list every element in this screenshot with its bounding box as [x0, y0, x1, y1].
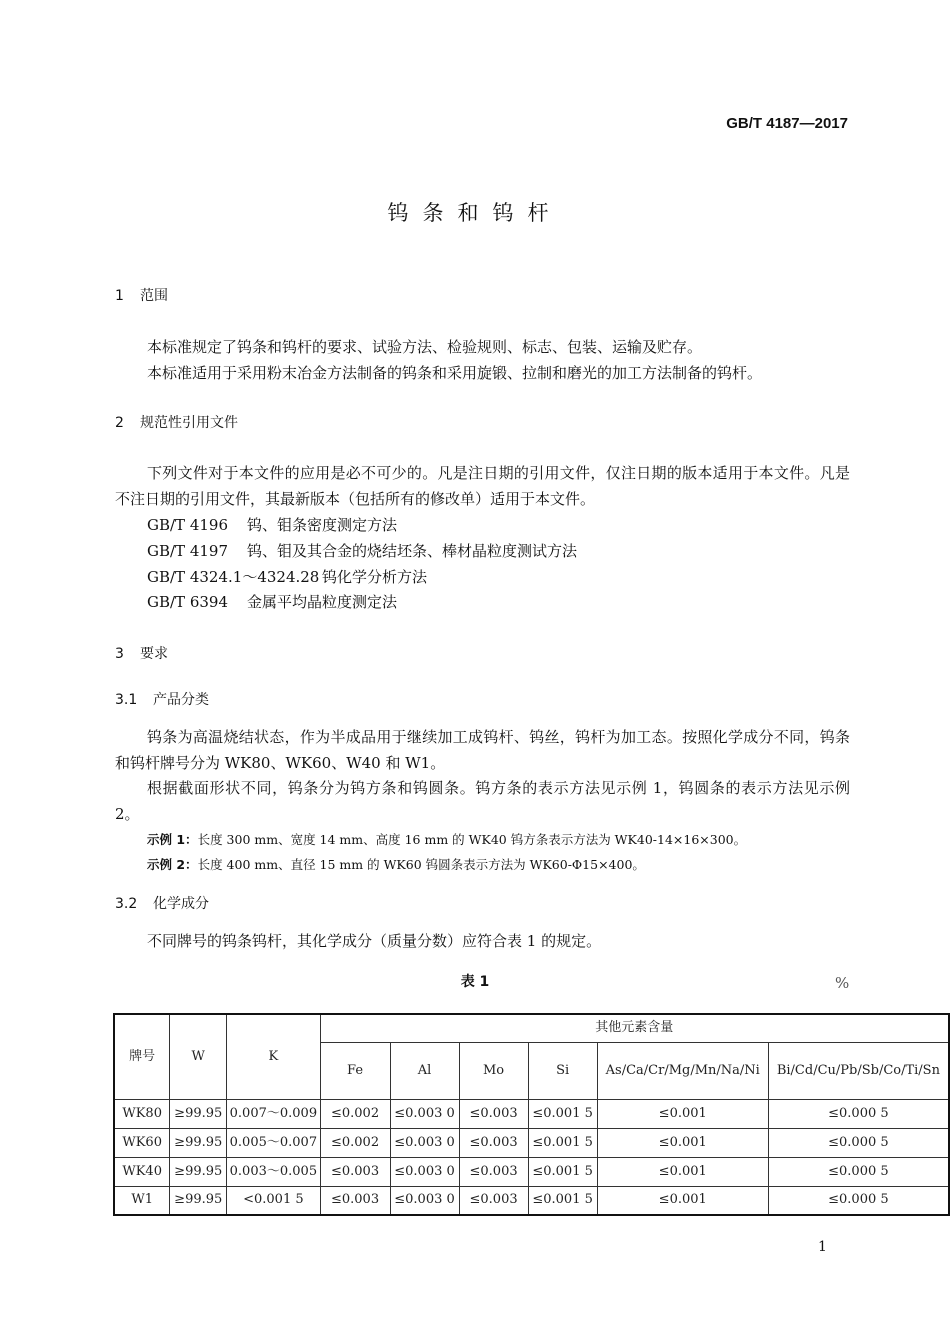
table-cell: ≤0.002 — [320, 1099, 390, 1128]
table-cell: ≥99.95 — [170, 1099, 227, 1128]
table-cell: WK60 — [114, 1128, 170, 1157]
ref-title: 钨、钼及其合金的烧结坯条、棒材晶粒度测试方法 — [247, 542, 578, 560]
ref-code: GB/T 4324.1～4324.28 — [147, 568, 320, 586]
example-label: 示例 2： — [147, 857, 198, 872]
ref-title: 金属平均晶粒度测定法 — [247, 593, 398, 611]
table-cell: ≤0.003 0 — [390, 1128, 459, 1157]
ref-title: 钨、钼条密度测定方法 — [247, 516, 398, 534]
table-cell: WK40 — [114, 1157, 170, 1186]
table-cell: ≤0.001 — [597, 1128, 768, 1157]
header-al: Al — [390, 1042, 459, 1099]
section-title: 产品分类 — [153, 692, 209, 708]
table-cell: ≤0.001 — [597, 1186, 768, 1215]
table-cell: ≤0.000 5 — [768, 1157, 949, 1186]
paragraph: 本标准规定了钨条和钨杆的要求、试验方法、检验规则、标志、包装、运输及贮存。 — [147, 338, 703, 356]
paragraph: 不同牌号的钨条钨杆，其化学成分（质量分数）应符合表 1 的规定。 — [147, 932, 602, 950]
table-row — [114, 1157, 949, 1186]
table-cell: ≥99.95 — [170, 1157, 227, 1186]
table-unit: % — [835, 974, 850, 992]
table-cell: 0.007～0.009 — [227, 1099, 320, 1128]
table-cell: ≤0.003 — [320, 1157, 390, 1186]
table-cell: ≥99.95 — [170, 1186, 227, 1215]
example-1 — [147, 830, 746, 850]
table-cell: ≤0.003 — [459, 1099, 528, 1128]
section-3-2-heading — [115, 894, 209, 914]
section-2-heading — [115, 413, 238, 433]
chemical-composition-table — [113, 1013, 950, 1216]
header-k: K — [227, 1014, 320, 1099]
header-as-group: As/Ca/Cr/Mg/Mn/Na/Ni — [597, 1042, 768, 1099]
table-cell: ≤0.003 — [459, 1157, 528, 1186]
table-cell: ≤0.003 0 — [390, 1157, 459, 1186]
table-cell: ≤0.003 0 — [390, 1099, 459, 1128]
ref-code: GB/T 4197 — [147, 542, 229, 560]
table-cell: 0.003～0.005 — [227, 1157, 320, 1186]
ref-code: GB/T 4196 — [147, 516, 229, 534]
table-cell: ≤0.002 — [320, 1128, 390, 1157]
section-number: 3 — [115, 646, 124, 662]
table-cell: W1 — [114, 1186, 170, 1215]
section-title: 要求 — [140, 646, 168, 662]
table-cell: ≤0.001 5 — [528, 1186, 597, 1215]
table-cell: ≤0.001 5 — [528, 1128, 597, 1157]
paragraph: 钨条为高温烧结状态，作为半成品用于继续加工成钨杆、钨丝，钨杆为加工态。按照化学成分不同，钨条和钨杆牌号分为 WK80、WK60、W40 和 W1。 — [115, 728, 850, 772]
table-cell: ≤0.001 5 — [528, 1099, 597, 1128]
header-other-elements: 其他元素含量 — [320, 1014, 949, 1042]
reference-item — [147, 567, 427, 587]
section-number: 2 — [115, 415, 124, 431]
section-title: 范围 — [140, 288, 168, 304]
table-cell: ≤0.003 — [459, 1128, 528, 1157]
header-si: Si — [528, 1042, 597, 1099]
table-cell: ≤0.003 — [459, 1186, 528, 1215]
section-title: 化学成分 — [153, 896, 209, 912]
table-caption: 表 1 — [460, 974, 490, 990]
reference-item — [147, 541, 577, 561]
header-grade: 牌号 — [114, 1014, 170, 1099]
section-title: 规范性引用文件 — [140, 415, 238, 431]
table-cell: WK80 — [114, 1099, 170, 1128]
ref-code: GB/T 6394 — [147, 593, 229, 611]
table-row — [114, 1128, 949, 1157]
paragraph: 下列文件对于本文件的应用是必不可少的。凡是注日期的引用文件，仅注日期的版本适用于本文件。凡是不注日期的引用文件，其最新版本（包括所有的修改单）适用于本文件。 — [115, 464, 850, 508]
ref-title: 钨化学分析方法 — [322, 568, 428, 586]
page-number: 1 — [818, 1239, 827, 1255]
page-title: 钨条和钨杆 — [387, 201, 563, 225]
example-text: 长度 300 mm、宽度 14 mm、高度 16 mm 的 WK40 钨方条表示方法为 WK40-14×16×300。 — [197, 832, 747, 847]
section-number: 1 — [115, 288, 124, 304]
paragraph: 本标准适用于采用粉末冶金方法制备的钨条和采用旋锻、拉制和磨光的加工方法制备的钨杆。 — [147, 364, 763, 382]
table-cell: ≤0.000 5 — [768, 1128, 949, 1157]
header-mo: Mo — [459, 1042, 528, 1099]
table-cell: ≤0.003 0 — [390, 1186, 459, 1215]
table-cell: ≤0.003 — [320, 1186, 390, 1215]
example-text: 长度 400 mm、直径 15 mm 的 WK60 钨圆条表示方法为 WK60-Φ15×400。 — [197, 857, 645, 872]
table-cell: ≥99.95 — [170, 1128, 227, 1157]
reference-item — [147, 592, 397, 612]
paragraph: 根据截面形状不同，钨条分为钨方条和钨圆条。钨方条的表示方法见示例 1，钨圆条的表示方法见示例 2。 — [115, 779, 850, 823]
table-cell: ≤0.000 5 — [768, 1099, 949, 1128]
table-cell: <0.001 5 — [227, 1186, 320, 1215]
table-cell: ≤0.001 5 — [528, 1157, 597, 1186]
section-3-1-heading — [115, 690, 209, 710]
table-cell: ≤0.001 — [597, 1099, 768, 1128]
table-cell: 0.005～0.007 — [227, 1128, 320, 1157]
table-row — [114, 1099, 949, 1128]
reference-item — [147, 515, 397, 535]
example-2 — [147, 855, 645, 875]
table-row — [114, 1186, 949, 1215]
section-1-heading — [115, 286, 168, 306]
section-number: 3.1 — [115, 692, 138, 708]
header-fe: Fe — [320, 1042, 390, 1099]
table-cell: ≤0.000 5 — [768, 1186, 949, 1215]
section-number: 3.2 — [115, 896, 138, 912]
example-label: 示例 1： — [147, 832, 198, 847]
section-3-heading — [115, 644, 168, 664]
header-w: W — [170, 1014, 227, 1099]
table-cell: ≤0.001 — [597, 1157, 768, 1186]
header-bi-group: Bi/Cd/Cu/Pb/Sb/Co/Ti/Sn — [768, 1042, 949, 1099]
standard-number: GB/T 4187—2017 — [726, 115, 848, 132]
